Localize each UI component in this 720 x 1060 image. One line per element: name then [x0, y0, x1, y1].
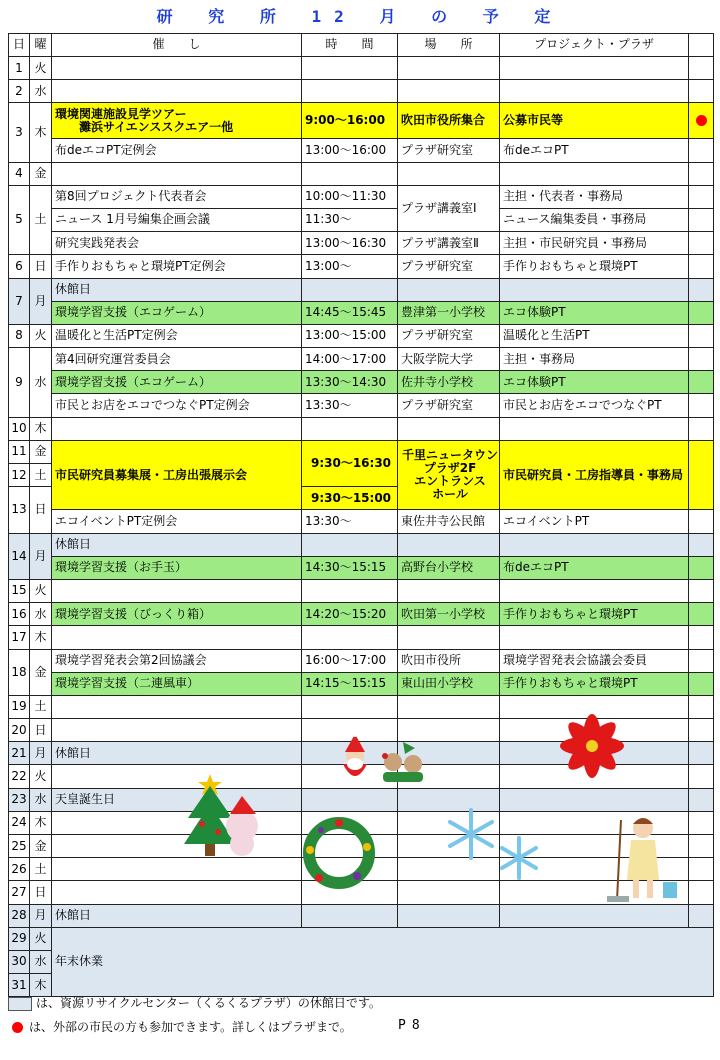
day-cell: 9 — [9, 348, 30, 418]
day-cell: 24 — [9, 811, 30, 834]
time-cell: 9:30〜16:30 — [302, 440, 398, 486]
table-row — [9, 57, 714, 80]
place-cell: プラザ研究室 — [398, 394, 500, 417]
table-row — [9, 301, 714, 324]
weekday-cell: 木 — [30, 626, 52, 649]
header-place: 場 所 — [398, 34, 500, 57]
table-row — [9, 927, 714, 950]
place-cell: 高野台小学校 — [398, 556, 500, 579]
weekday-cell: 金 — [30, 835, 52, 858]
time-cell: 13:00〜16:00 — [302, 139, 398, 162]
snowflake-icon — [445, 806, 545, 886]
table-row — [9, 788, 714, 811]
table-row — [9, 579, 714, 602]
place-cell: 吹田市役所集合 — [398, 103, 500, 139]
event-cell: 休館日 — [52, 742, 302, 765]
table-row — [9, 626, 714, 649]
place-line: ホール — [432, 487, 468, 502]
place-cell: 東山田小学校 — [398, 672, 500, 695]
weekday-cell: 木 — [30, 974, 52, 997]
project-cell: ニュース編集委員・事務局 — [500, 208, 689, 231]
project-cell: エコイベントPT — [500, 510, 689, 533]
day-cell: 12 — [9, 464, 30, 487]
table-row — [9, 649, 714, 672]
weekday-cell: 土 — [30, 858, 52, 881]
header-event: 催 し — [52, 34, 302, 57]
event-cell: 環境学習支援（エコゲーム） — [52, 371, 302, 394]
poinsettia-illustration — [545, 706, 640, 786]
project-cell: 手作りおもちゃと環境PT — [500, 255, 689, 278]
time-cell: 13:30〜 — [302, 510, 398, 533]
place-cell — [398, 440, 500, 510]
project-cell: 主担・事務局 — [500, 348, 689, 371]
event-cell: 環境学習発表会第2回協議会 — [52, 649, 302, 672]
time-cell: 14:00〜17:00 — [302, 348, 398, 371]
place-cell: プラザ講義室Ⅰ — [398, 185, 500, 231]
place-cell: プラザ研究室 — [398, 324, 500, 347]
time-cell: 13:00〜16:30 — [302, 232, 398, 255]
place-cell: 東佐井寺公民館 — [398, 510, 500, 533]
header-row — [9, 34, 714, 57]
day-cell: 13 — [9, 487, 30, 533]
day-cell: 10 — [9, 417, 30, 440]
time-cell: 13:00〜15:00 — [302, 324, 398, 347]
day-cell: 3 — [9, 103, 30, 162]
place-cell: 豊津第一小学校 — [398, 301, 500, 324]
legend-open-text: は、外部の市民の方も参加できます。詳しくはプラザまで。 — [29, 1020, 352, 1034]
table-row — [9, 394, 714, 417]
time-cell: 9:00〜16:00 — [302, 103, 398, 139]
project-cell: 市民とお店をエコでつなぐPT — [500, 394, 689, 417]
day-cell: 20 — [9, 719, 30, 742]
time-cell: 9:30〜15:00 — [302, 487, 398, 510]
header-weekday: 曜 — [30, 34, 52, 57]
red-dot-icon — [12, 1022, 23, 1033]
santa-reindeer-illustration — [335, 728, 430, 788]
open-event-mark — [689, 103, 714, 139]
event-line: 灘浜サイエンススクエア一他 — [55, 119, 234, 134]
place-cell: プラザ研究室 — [398, 255, 500, 278]
day-cell: 19 — [9, 695, 30, 718]
table-row — [9, 440, 714, 463]
place-cell: 吹田市役所 — [398, 649, 500, 672]
day-cell: 8 — [9, 324, 30, 347]
table-row — [9, 672, 714, 695]
weekday-cell: 月 — [30, 742, 52, 765]
event-cell: ニュース 1月号編集企画会議 — [52, 208, 302, 231]
project-cell: 市民研究員・工房指導員・事務局 — [500, 440, 689, 510]
weekday-cell: 火 — [30, 927, 52, 950]
event-cell: 市民とお店をエコでつなぐPT定例会 — [52, 394, 302, 417]
weekday-cell: 土 — [30, 185, 52, 255]
time-cell: 13:30〜14:30 — [302, 371, 398, 394]
day-cell: 2 — [9, 80, 30, 103]
weekday-cell: 火 — [30, 324, 52, 347]
table-row — [9, 904, 714, 927]
day-cell: 17 — [9, 626, 30, 649]
time-cell: 13:00〜 — [302, 255, 398, 278]
event-cell: 布deエコPT定例会 — [52, 139, 302, 162]
project-cell: 公募市民等 — [500, 103, 689, 139]
cleaning-woman-illustration — [603, 810, 683, 905]
closed-day-swatch — [8, 997, 32, 1011]
project-cell: 手作りおもちゃと環境PT — [500, 603, 689, 626]
legend-closed — [8, 994, 381, 1011]
day-cell: 14 — [9, 533, 30, 579]
wreath-illustration — [297, 812, 382, 894]
time-cell: 14:30〜15:15 — [302, 556, 398, 579]
header-mark — [689, 34, 714, 57]
project-cell: 主担・市民研究員・事務局 — [500, 232, 689, 255]
event-cell: 温暖化と生活PT定例会 — [52, 324, 302, 347]
project-cell: 布deエコPT — [500, 556, 689, 579]
project-cell: 手作りおもちゃと環境PT — [500, 672, 689, 695]
time-cell: 13:30〜 — [302, 394, 398, 417]
time-cell: 10:00〜11:30 — [302, 185, 398, 208]
project-cell: 温暖化と生活PT — [500, 324, 689, 347]
event-cell: 手作りおもちゃと環境PT定例会 — [52, 255, 302, 278]
place-line: 千里ニュータウン — [401, 447, 498, 462]
table-row — [9, 103, 714, 139]
table-row — [9, 278, 714, 301]
weekday-cell: 月 — [30, 278, 52, 324]
legend-open — [8, 1018, 352, 1035]
christmas-tree-illustration — [180, 768, 275, 863]
day-cell: 29 — [9, 927, 30, 950]
weekday-cell: 木 — [30, 417, 52, 440]
page-title: 研 究 所 12 月 の 予 定 — [156, 7, 564, 26]
weekday-cell: 木 — [30, 103, 52, 162]
weekday-cell: 金 — [30, 649, 52, 695]
weekday-cell: 水 — [30, 80, 52, 103]
day-cell: 31 — [9, 974, 30, 997]
table-row — [9, 324, 714, 347]
event-cell: 休館日 — [52, 533, 302, 556]
project-cell: 布deエコPT — [500, 139, 689, 162]
time-cell: 14:45〜15:45 — [302, 301, 398, 324]
day-cell: 28 — [9, 904, 30, 927]
day-cell: 11 — [9, 440, 30, 463]
weekday-cell: 日 — [30, 719, 52, 742]
day-cell: 23 — [9, 788, 30, 811]
place-line: エントランス — [414, 474, 486, 489]
header-day: 日 — [9, 34, 30, 57]
table-row — [9, 371, 714, 394]
event-cell: 第4回研究運営委員会 — [52, 348, 302, 371]
day-cell: 22 — [9, 765, 30, 788]
event-cell: 環境学習支援（お手玉） — [52, 556, 302, 579]
weekday-cell: 木 — [30, 811, 52, 834]
weekday-cell: 火 — [30, 579, 52, 602]
event-cell: 環境学習支援（エコゲーム） — [52, 301, 302, 324]
table-row — [9, 533, 714, 556]
weekday-cell: 水 — [30, 950, 52, 973]
day-cell: 25 — [9, 835, 30, 858]
day-cell: 30 — [9, 950, 30, 973]
day-cell: 5 — [9, 185, 30, 255]
weekday-cell: 日 — [30, 487, 52, 533]
event-cell — [52, 103, 302, 139]
day-cell: 18 — [9, 649, 30, 695]
table-row — [9, 139, 714, 162]
event-cell: 天皇誕生日 — [52, 788, 302, 811]
day-cell: 21 — [9, 742, 30, 765]
weekday-cell: 日 — [30, 255, 52, 278]
header-project: プロジェクト・プラザ — [500, 34, 689, 57]
table-row — [9, 208, 714, 231]
event-line: 環境関連施設見学ツアー — [55, 106, 187, 121]
legend-closed-text: は、資源リサイクルセンター（くるくるプラザ）の休館日です。 — [36, 996, 381, 1010]
place-cell: プラザ研究室 — [398, 139, 500, 162]
red-dot-icon — [696, 115, 707, 126]
table-row — [9, 603, 714, 626]
project-cell: 主担・代表者・事務局 — [500, 185, 689, 208]
day-cell: 16 — [9, 603, 30, 626]
weekday-cell: 月 — [30, 904, 52, 927]
place-cell: プラザ講義室Ⅱ — [398, 232, 500, 255]
event-cell: 環境学習支援（二連風車） — [52, 672, 302, 695]
time-cell: 14:20〜15:20 — [302, 603, 398, 626]
table-row — [9, 232, 714, 255]
weekday-cell: 火 — [30, 57, 52, 80]
weekday-cell: 日 — [30, 881, 52, 904]
table-row — [9, 80, 714, 103]
event-cell: エコイベントPT定例会 — [52, 510, 302, 533]
weekday-cell: 月 — [30, 533, 52, 579]
day-cell: 6 — [9, 255, 30, 278]
table-row — [9, 162, 714, 185]
event-cell: 研究実践発表会 — [52, 232, 302, 255]
place-cell: 大阪学院大学 — [398, 348, 500, 371]
event-cell: 環境学習支援（びっくり箱） — [52, 603, 302, 626]
weekday-cell: 水 — [30, 348, 52, 418]
project-cell: 環境学習発表会協議会委員 — [500, 649, 689, 672]
weekday-cell: 水 — [30, 788, 52, 811]
event-cell: 第8回プロジェクト代表者会 — [52, 185, 302, 208]
weekday-cell: 金 — [30, 162, 52, 185]
day-cell: 15 — [9, 579, 30, 602]
table-row — [9, 348, 714, 371]
table-row — [9, 185, 714, 208]
header-time: 時 間 — [302, 34, 398, 57]
day-cell: 27 — [9, 881, 30, 904]
time-cell: 16:00〜17:00 — [302, 649, 398, 672]
table-row — [9, 556, 714, 579]
weekday-cell: 金 — [30, 440, 52, 463]
place-cell: 佐井寺小学校 — [398, 371, 500, 394]
table-row — [9, 510, 714, 533]
weekday-cell: 水 — [30, 603, 52, 626]
page-number: P8 — [398, 1018, 426, 1033]
day-cell: 7 — [9, 278, 30, 324]
place-cell: 吹田第一小学校 — [398, 603, 500, 626]
project-cell: エコ体験PT — [500, 371, 689, 394]
weekday-cell: 土 — [30, 464, 52, 487]
project-cell: エコ体験PT — [500, 301, 689, 324]
event-cell: 市民研究員募集展・工房出張展示会 — [52, 440, 302, 510]
time-cell: 14:15〜15:15 — [302, 672, 398, 695]
event-cell: 休館日 — [52, 278, 302, 301]
table-row — [9, 417, 714, 440]
weekday-cell: 火 — [30, 765, 52, 788]
time-cell: 11:30〜 — [302, 208, 398, 231]
day-cell: 1 — [9, 57, 30, 80]
table-row — [9, 255, 714, 278]
day-cell: 26 — [9, 858, 30, 881]
day-cell: 4 — [9, 162, 30, 185]
event-cell: 休館日 — [52, 904, 302, 927]
weekday-cell: 土 — [30, 695, 52, 718]
place-line: プラザ2F — [423, 460, 477, 475]
year-end-closure-label: 年末休業 — [55, 954, 104, 969]
